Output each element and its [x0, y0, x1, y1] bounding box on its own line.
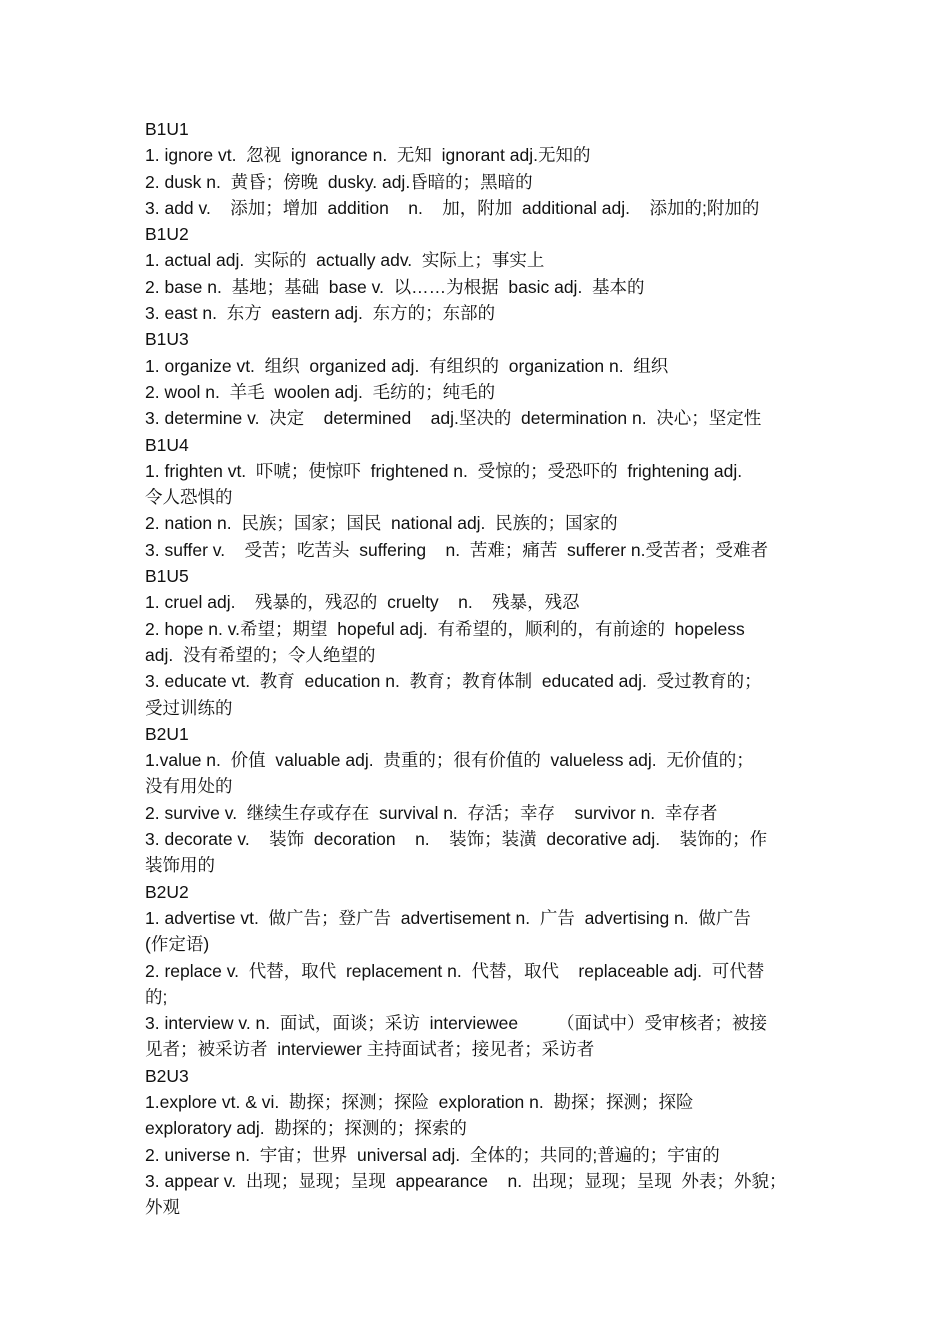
- text-line: 1. ignore vt. 忽视 ignorance n. 无知 ignorant adj.无知的: [145, 145, 591, 166]
- text-line: 1. actual adj. 实际的 actually adv. 实际上；事实上: [145, 250, 545, 271]
- text-line: 2. universe n. 宇宙；世界 universal adj. 全体的；共同的;普遍的；宇宙的: [145, 1144, 720, 1165]
- text-line: exploratory adj. 勘探的；探测的；探索的: [145, 1118, 467, 1139]
- text-line: 2. replace v. 代替，取代 replacement n. 代替，取代 replaceable adj. 可代替: [145, 960, 765, 981]
- text-line: 的;: [145, 986, 168, 1007]
- text-line: 2. wool n. 羊毛 woolen adj. 毛纺的；纯毛的: [145, 381, 496, 402]
- text-line: 没有用处的: [145, 776, 233, 797]
- text-line: 装饰用的: [145, 855, 215, 876]
- text-line: 3. educate vt. 教育 education n. 教育；教育体制 educated adj. 受过教育的；: [145, 671, 762, 692]
- text-line: 见者；被采访者 interviewer 主持面试者；接见者；采访者: [145, 1039, 595, 1060]
- text-line: 1. frighten vt. 吓唬；使惊吓 frightened n. 受惊的；受恐吓的 frightening adj.: [145, 460, 743, 481]
- text-line: B1U3: [145, 329, 189, 350]
- text-line: 令人恐惧的: [145, 487, 233, 508]
- text-line: B1U4: [145, 434, 189, 455]
- text-line: 1.value n. 价值 valuable adj. 贵重的；很有价值的 valueless adj. 无价值的；: [145, 750, 754, 771]
- text-line: 1. advertise vt. 做广告；登广告 advertisement n. 广告 advertising n. 做广告: [145, 907, 751, 928]
- text-line: B2U1: [145, 723, 189, 744]
- text-line: 1.explore vt. & vi. 勘探；探测；探险 exploration n. 勘探；探测；探险: [145, 1091, 694, 1112]
- text-line: 3. decorate v. 装饰 decoration n. 装饰；装潢 decorative adj. 装饰的；作: [145, 829, 768, 850]
- text-line: 1. organize vt. 组织 organized adj. 有组织的 organization n. 组织: [145, 355, 669, 376]
- document-body: [145, 116, 810, 1220]
- text-line: 2. hope n. v.希望；期望 hopeful adj. 有希望的，顺利的，有前途的 hopeless: [145, 618, 745, 639]
- text-line: 3. add v. 添加；增加 addition n. 加，附加 additional adj. 添加的;附加的: [145, 197, 760, 218]
- text-line: B2U3: [145, 1065, 189, 1086]
- text-line: (作定语): [145, 934, 210, 955]
- text-line: 3. suffer v. 受苦；吃苦头 suffering n. 苦难；痛苦 sufferer n.受苦者；受难者: [145, 539, 769, 560]
- text-line: B1U1: [145, 119, 189, 139]
- text-line: B2U2: [145, 881, 189, 902]
- text-line: 3. east n. 东方 eastern adj. 东方的；东部的: [145, 303, 496, 324]
- text-line: 3. appear v. 出现；显现；呈现 appearance n. 出现；显现；呈现 外表；外貌；: [145, 1170, 787, 1191]
- text-line: 受过训练的: [145, 697, 233, 718]
- text-line: 2. survive v. 继续生存或存在 survival n. 存活；幸存 survivor n. 幸存者: [145, 802, 718, 823]
- text-line: B1U5: [145, 566, 189, 587]
- text-line: 2. nation n. 民族；国家；国民 national adj. 民族的；国家的: [145, 513, 618, 534]
- text-line: 外观: [145, 1197, 180, 1218]
- text-line: 2. dusk n. 黄昏；傍晚 dusky. adj.昏暗的；黑暗的: [145, 171, 533, 192]
- text-line: adj. 没有希望的；令人绝望的: [145, 644, 376, 665]
- text-line: 3. determine v. 决定 determined adj.坚决的 determination n. 决心；坚定性: [145, 408, 762, 429]
- text-line: 1. cruel adj. 残暴的，残忍的 cruelty n. 残暴，残忍: [145, 592, 580, 613]
- text-line: 3. interview v. n. 面试，面谈；采访 interviewee （面试中）受审核者；被接: [145, 1013, 768, 1034]
- text-line: B1U2: [145, 224, 189, 245]
- text-line: 2. base n. 基地；基础 base v. 以……为根据 basic adj. 基本的: [145, 276, 645, 297]
